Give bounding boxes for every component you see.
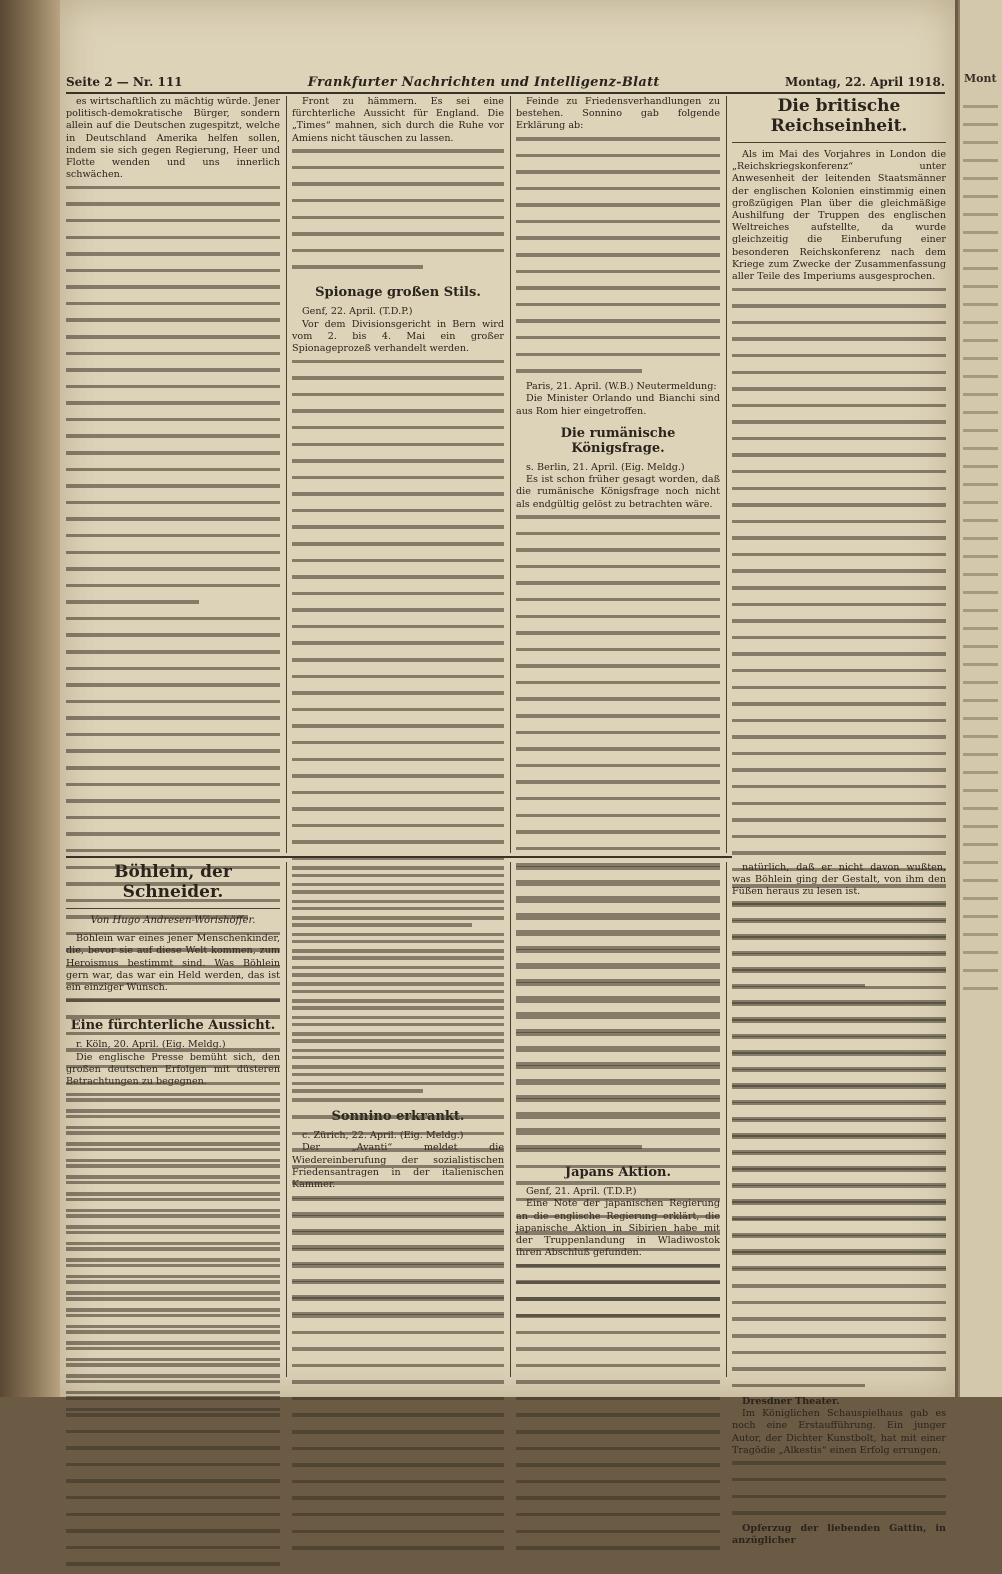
- feuilleton-text: Böhlein war eines jener Menschenkinder, die, bevor sie auf diese Welt kommen, zum Heroismus bestimmt sind. Was Böhlein gern war, das war ein Held werden, das ist ein einziger Wunsch.: [66, 933, 280, 994]
- article-text: Die Minister Orlando und Bianchi sind aus Rom hier eingetroffen.: [516, 393, 720, 417]
- article-headline: Spionage großen Stils.: [315, 285, 481, 301]
- article-dateline: r. Köln, 20. April. (Eig. Meldg.): [76, 1039, 226, 1051]
- article-dateline: Paris, 21. April. (W.B.) Neutermeldung:: [526, 381, 717, 393]
- book-binding: [0, 0, 60, 1397]
- column-4: [732, 96, 946, 856]
- article-dateline: Genf, 21. April. (T.D.P.): [526, 1186, 637, 1198]
- article-headline: Die britische Reichseinheit.: [732, 96, 946, 143]
- article-text: es wirtschaftlich zu mächtig würde. Jener politisch-demokratische Bürger, sondern allein auf die Deutschen zugespitzt, welche in Deutschland Amerika helfen sollen, indem sie sich gegen Regierung, Heer und Flotte wenden und uns innerlich schwächen.: [66, 96, 280, 181]
- text-lines: [66, 999, 280, 1574]
- feuilleton-headline: Böhlein, der Schneider.: [66, 862, 280, 909]
- text-lines: [516, 137, 720, 381]
- article-text: Als im Mai des Vorjahres in London die „Reichskriegskonferenz“ unter Anwesenheit der leitenden Staatsmänner der englischen Kolonien einstimmig einen großzügigen Plan über die gleichmäßige Aushilfung der Truppen des englischen Weltreiches aufstellte, da wurde gleichzeitig die Einberufung einer besonderen Reichskonferenz nach dem Kriege zum Zwecke der Zusammenfassung aller Teile des Imperiums ausgesprochen.: [732, 149, 946, 283]
- column-4-lower: [732, 862, 946, 1547]
- page-number: Seite 2 — Nr. 111: [66, 75, 183, 89]
- newspaper-page: [60, 0, 955, 1547]
- feuilleton-column-3: [516, 862, 720, 1377]
- article-text: natürlich, daß er nicht davon wußten, was Böhlein ging der Gestalt, von ihm den Füßen heraus zu lesen ist.: [732, 862, 946, 898]
- article-dateline: c. Zürich, 22. April. (Eig. Meldg.): [302, 1130, 464, 1142]
- article-headline: Die rumänische Königsfrage.: [560, 425, 676, 456]
- column-rule: [726, 862, 727, 1377]
- column-rule: [286, 862, 287, 1377]
- text-lines: [516, 866, 720, 1558]
- article-dateline: s. Berlin, 21. April. (Eig. Meldg.): [526, 461, 685, 473]
- article-headline: Japans Aktion.: [564, 1165, 672, 1181]
- article-text: Feinde zu Friedensverhandlungen zu bestehen. Sonnino gab folgende Erklärung ab:: [516, 96, 720, 132]
- column-2: [292, 96, 504, 1191]
- article-headline: Eine fürchterliche Aussicht.: [70, 1018, 276, 1034]
- article-headline: Dresdner Theater.: [742, 1395, 840, 1407]
- issue-date: Montag, 22. April 1918.: [784, 75, 945, 89]
- article-text: Die englische Presse bemüht sich, den großen deutschen Erfolgen mit düsteren Betrachtungen zu begegnen.: [66, 1051, 280, 1087]
- text-lines: [292, 866, 504, 1558]
- column-3: [516, 96, 720, 1259]
- article-text: Vor dem Divisionsgericht in Bern wird vom 2. bis 4. Mai ein großer Spionageprozeß verhandelt werden.: [292, 318, 504, 355]
- article-headline: Sonnino erkrankt.: [331, 1109, 465, 1125]
- masthead: Frankfurter Nachrichten und Intelligenz-Blatt: [307, 74, 660, 90]
- feuilleton-column-1: [66, 862, 280, 1377]
- feuilleton-column-2: [292, 862, 504, 1377]
- article-text: Der „Avanti“ meldet die Wiedereinberufung der sozialistischen Friedensantragen in der italienischen Kammer.: [292, 1142, 504, 1191]
- column-rule: [510, 96, 511, 853]
- article-text: Im Königlichen Schauspielhaus gab es noch eine Erstaufführung. Ein junger Autor, der Dichter Kunstbolt, hat mit einer Tragödie „Alkestis“ einen Erfolg errungen.: [732, 1408, 946, 1456]
- adjacent-page-edge: [958, 0, 1002, 1397]
- text-lines: [732, 1461, 946, 1523]
- column-rule: [510, 862, 511, 1377]
- text-lines: [292, 149, 504, 277]
- adjacent-page-lines: [963, 100, 1002, 1000]
- text-lines: [732, 903, 946, 1396]
- adjacent-page-header: Mont: [964, 72, 997, 85]
- article-text: Opferzug der liebenden Gattin, in anzüglicher: [732, 1523, 946, 1547]
- article-text: Eine Note der japanischen Regierung an die englische Regierung erklärt, die japanische Aktion in Sibirien habe mit der Truppenlandung in Wladiwostok ihren Abschluß gefunden.: [516, 1198, 720, 1259]
- article-text: Front zu hämmern. Es sei eine fürchterliche Aussicht für England. Die „Times“ mahnen, sich durch die Ruhe vor Amiens nicht täuschen zu lassen.: [292, 96, 504, 144]
- article-dateline: Genf, 22. April. (T.D.P.): [302, 306, 413, 318]
- column-rule: [286, 96, 287, 853]
- page-header: [66, 72, 945, 94]
- column-rule: [726, 96, 727, 853]
- feuilleton-byline: Von Hugo Andresen-Wörishöffer.: [90, 915, 256, 926]
- article-text: Es ist schon früher gesagt worden, daß die rumänische Königsfrage noch nicht als endgültig gelöst zu betrachten wäre.: [516, 474, 720, 510]
